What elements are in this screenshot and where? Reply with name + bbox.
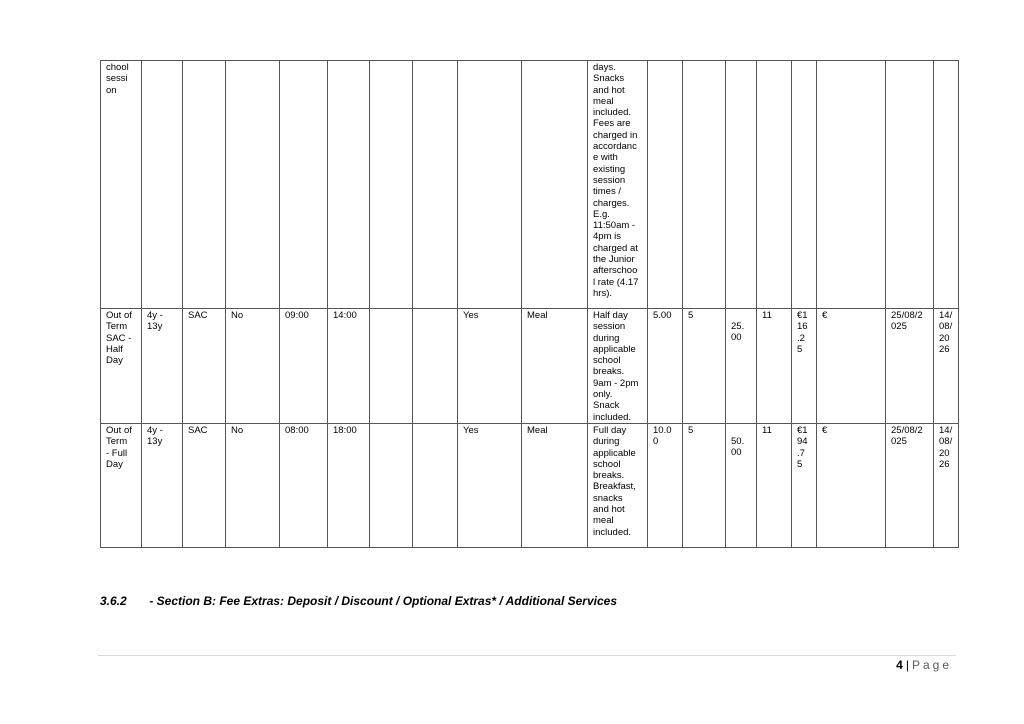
- age-cell: 4y - 13y: [142, 423, 183, 547]
- service-cell: Out of Term - Full Day: [101, 423, 142, 547]
- age-cell: [142, 61, 183, 309]
- amount-cell: €1 16 .2 5: [792, 309, 817, 424]
- end-time-cell: 14:00: [328, 309, 370, 424]
- blank-cell: [370, 309, 413, 424]
- start-time-cell: 09:00: [280, 309, 328, 424]
- page-label: Page: [911, 658, 952, 672]
- type-cell: SAC: [183, 423, 226, 547]
- end-time-cell: [328, 61, 370, 309]
- blank-cell: [413, 61, 458, 309]
- meal-cell: Meal: [522, 423, 588, 547]
- description-cell: days. Snacks and hot meal included. Fees are charged in accordanc e with existing session times / charges. E.g. 11:50am - 4pm is charged at the Junior afterschoo l rate (4.17 hrs).: [588, 61, 648, 309]
- euro-cell: [817, 61, 886, 309]
- date-from-cell: 25/08/2 025: [886, 423, 934, 547]
- start-time-cell: [280, 61, 328, 309]
- flag-cell: No: [226, 423, 280, 547]
- weeks-cell: [757, 61, 792, 309]
- blank-cell: [413, 423, 458, 547]
- description-cell: Full day during applicable school breaks. Breakfast, snacks and hot meal included.: [588, 423, 648, 547]
- rate-cell: 50. 00: [726, 423, 757, 547]
- blank-cell: [413, 309, 458, 424]
- footer-separator: |: [905, 658, 909, 672]
- rate-cell: 25. 00: [726, 309, 757, 424]
- flag-cell: No: [226, 309, 280, 424]
- start-time-cell: 08:00: [280, 423, 328, 547]
- footer-divider: [98, 655, 956, 656]
- meal-cell: Meal: [522, 309, 588, 424]
- page-footer: [896, 658, 952, 672]
- amount-cell: [792, 61, 817, 309]
- meals-provided-cell: Yes: [458, 309, 522, 424]
- meal-cell: [522, 61, 588, 309]
- weeks-cell: 11: [757, 309, 792, 424]
- date-to-cell: 14/08/20 26: [934, 309, 959, 424]
- amount-cell: €1 94 .7 5: [792, 423, 817, 547]
- date-to-cell: 14/08/20 26: [934, 423, 959, 547]
- date-from-cell: [886, 61, 934, 309]
- section-title: - Section B: Fee Extras: Deposit / Discount / Optional Extras* / Additional Services: [149, 594, 618, 608]
- age-cell: 4y - 13y: [142, 309, 183, 424]
- hours-cell: [648, 61, 683, 309]
- euro-cell: €: [817, 309, 886, 424]
- section-number: 3.6.2: [100, 594, 127, 608]
- rate-cell: [726, 61, 757, 309]
- hours-cell: 10.0 0: [648, 423, 683, 547]
- section-heading: [100, 594, 617, 608]
- blank-cell: [370, 423, 413, 547]
- date-from-cell: 25/08/2 025: [886, 309, 934, 424]
- days-cell: 5: [683, 309, 726, 424]
- days-cell: 5: [683, 423, 726, 547]
- table-row: [101, 309, 959, 424]
- blank-cell: [370, 61, 413, 309]
- hours-cell: 5.00: [648, 309, 683, 424]
- service-cell: Out of Term SAC - Half Day: [101, 309, 142, 424]
- type-cell: SAC: [183, 309, 226, 424]
- meals-provided-cell: [458, 61, 522, 309]
- type-cell: [183, 61, 226, 309]
- euro-cell: €: [817, 423, 886, 547]
- end-time-cell: 18:00: [328, 423, 370, 547]
- page-number: 4: [896, 658, 903, 672]
- days-cell: [683, 61, 726, 309]
- table-row: [101, 423, 959, 547]
- description-cell: Half day session during applicable school breaks. 9am - 2pm only. Snack included.: [588, 309, 648, 424]
- flag-cell: [226, 61, 280, 309]
- weeks-cell: 11: [757, 423, 792, 547]
- meals-provided-cell: Yes: [458, 423, 522, 547]
- date-to-cell: [934, 61, 959, 309]
- table-row: [101, 61, 959, 309]
- service-cell: chool sessi on: [101, 61, 142, 309]
- fee-table: [100, 60, 959, 548]
